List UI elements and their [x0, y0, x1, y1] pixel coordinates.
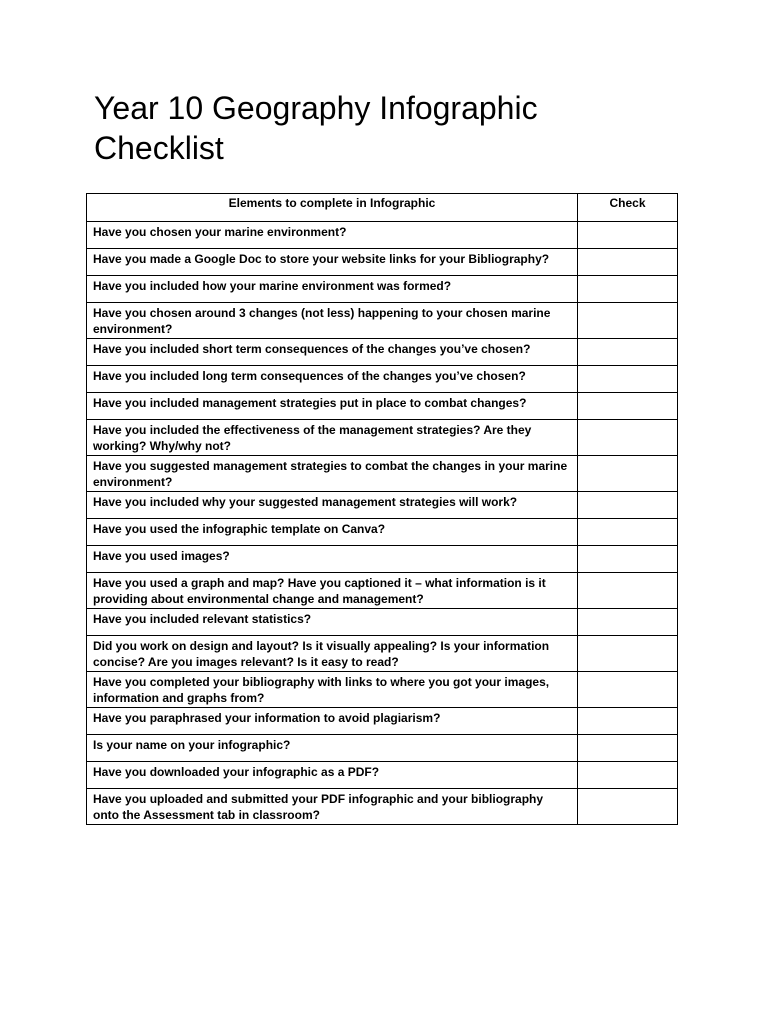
check-cell[interactable] [578, 573, 678, 609]
check-cell[interactable] [578, 249, 678, 276]
row-item: Have you included how your marine environment was formed? [87, 276, 578, 303]
table-row [87, 519, 678, 546]
check-cell[interactable] [578, 303, 678, 339]
check-cell[interactable] [578, 735, 678, 762]
row-item: Have you used the infographic template on Canva? [87, 519, 578, 546]
table-row [87, 303, 678, 339]
table-row [87, 222, 678, 249]
check-cell[interactable] [578, 222, 678, 249]
checklist-table [86, 193, 678, 825]
row-item: Have you included short term consequences of the changes you’ve chosen? [87, 339, 578, 366]
row-item: Have you chosen your marine environment? [87, 222, 578, 249]
table-row [87, 708, 678, 735]
row-item: Have you uploaded and submitted your PDF infographic and your bibliography onto the Assessment tab in classroom? [87, 789, 578, 825]
row-item: Have you made a Google Doc to store your website links for your Bibliography? [87, 249, 578, 276]
row-item: Have you completed your bibliography with links to where you got your images, information and graphs from? [87, 672, 578, 708]
table-row [87, 249, 678, 276]
check-cell[interactable] [578, 609, 678, 636]
check-cell[interactable] [578, 366, 678, 393]
row-item: Have you paraphrased your information to avoid plagiarism? [87, 708, 578, 735]
check-cell[interactable] [578, 762, 678, 789]
row-item: Have you suggested management strategies to combat the changes in your marine environment? [87, 456, 578, 492]
check-cell[interactable] [578, 276, 678, 303]
header-check: Check [578, 194, 678, 222]
row-item: Have you chosen around 3 changes (not less) happening to your chosen marine environment? [87, 303, 578, 339]
row-item: Is your name on your infographic? [87, 735, 578, 762]
check-cell[interactable] [578, 492, 678, 519]
check-cell[interactable] [578, 789, 678, 825]
table-row [87, 546, 678, 573]
table-row [87, 339, 678, 366]
table-row [87, 636, 678, 672]
page-title: Year 10 Geography Infographic Checklist [94, 90, 538, 166]
table-row [87, 393, 678, 420]
check-cell[interactable] [578, 546, 678, 573]
row-item: Have you included long term consequences of the changes you’ve chosen? [87, 366, 578, 393]
check-cell[interactable] [578, 456, 678, 492]
table-row [87, 276, 678, 303]
table-row [87, 609, 678, 636]
row-item: Did you work on design and layout? Is it visually appealing? Is your information concise? Are you images relevant? Is it easy to read? [87, 636, 578, 672]
check-cell[interactable] [578, 519, 678, 546]
row-item: Have you included why your suggested management strategies will work? [87, 492, 578, 519]
table-row [87, 789, 678, 825]
table-row [87, 735, 678, 762]
table-row [87, 366, 678, 393]
table-row [87, 762, 678, 789]
check-cell[interactable] [578, 393, 678, 420]
header-elements: Elements to complete in Infographic [87, 194, 578, 222]
row-item: Have you included the effectiveness of the management strategies? Are they working? Why/why not? [87, 420, 578, 456]
check-cell[interactable] [578, 708, 678, 735]
check-cell[interactable] [578, 636, 678, 672]
row-item: Have you downloaded your infographic as a PDF? [87, 762, 578, 789]
table-row [87, 492, 678, 519]
table-header-row [87, 194, 678, 222]
row-item: Have you included relevant statistics? [87, 609, 578, 636]
check-cell[interactable] [578, 339, 678, 366]
row-item: Have you included management strategies put in place to combat changes? [87, 393, 578, 420]
row-item: Have you used a graph and map? Have you captioned it – what information is it providing about environmental change and management? [87, 573, 578, 609]
check-cell[interactable] [578, 672, 678, 708]
table-row [87, 672, 678, 708]
table-row [87, 420, 678, 456]
table-row [87, 456, 678, 492]
row-item: Have you used images? [87, 546, 578, 573]
check-cell[interactable] [578, 420, 678, 456]
table-row [87, 573, 678, 609]
